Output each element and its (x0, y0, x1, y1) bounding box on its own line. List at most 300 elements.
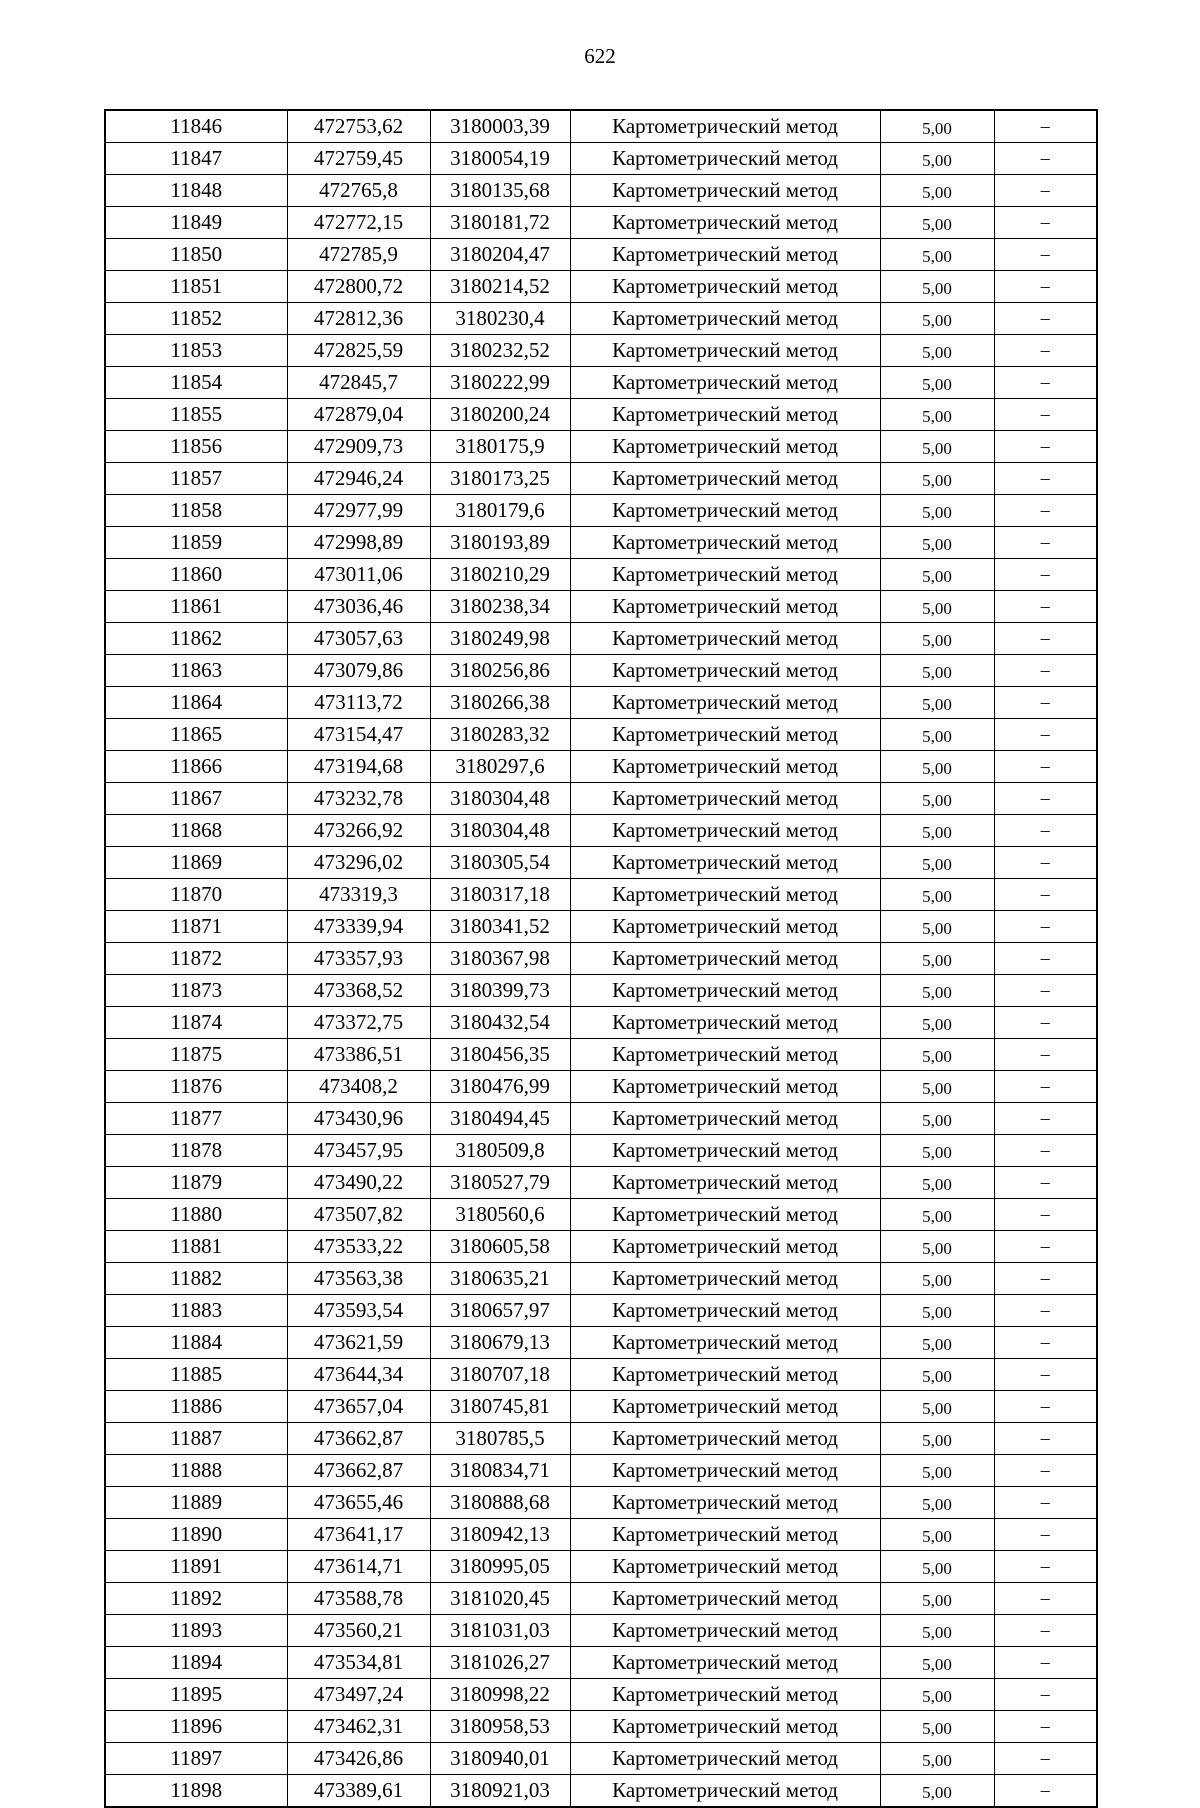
point-number-cell: 11873 (105, 975, 287, 1007)
point-number-cell: 11862 (105, 623, 287, 655)
note-cell: – (994, 1135, 1097, 1167)
note-cell: – (994, 847, 1097, 879)
point-number-cell: 11855 (105, 399, 287, 431)
point-number-cell: 11865 (105, 719, 287, 751)
y-coordinate-cell: 3180173,25 (430, 463, 570, 495)
y-coordinate-cell: 3180222,99 (430, 367, 570, 399)
y-coordinate-cell: 3180305,54 (430, 847, 570, 879)
note-cell: – (994, 751, 1097, 783)
y-coordinate-cell: 3180135,68 (430, 175, 570, 207)
x-coordinate-cell: 472800,72 (287, 271, 430, 303)
method-cell: Картометрический метод (570, 110, 880, 143)
note-cell: – (994, 1423, 1097, 1455)
table-row (105, 1711, 1097, 1743)
y-coordinate-cell: 3181020,45 (430, 1583, 570, 1615)
y-coordinate-cell: 3180317,18 (430, 879, 570, 911)
y-coordinate-cell: 3180707,18 (430, 1359, 570, 1391)
note-cell: – (994, 399, 1097, 431)
method-cell: Картометрический метод (570, 655, 880, 687)
accuracy-cell: 5,00 (880, 1327, 994, 1359)
point-number-cell: 11884 (105, 1327, 287, 1359)
point-number-cell: 11878 (105, 1135, 287, 1167)
x-coordinate-cell: 472977,99 (287, 495, 430, 527)
point-number-cell: 11868 (105, 815, 287, 847)
y-coordinate-cell: 3180304,48 (430, 783, 570, 815)
point-number-cell: 11891 (105, 1551, 287, 1583)
note-cell: – (994, 527, 1097, 559)
x-coordinate-cell: 473457,95 (287, 1135, 430, 1167)
y-coordinate-cell: 3180921,03 (430, 1775, 570, 1808)
accuracy-cell: 5,00 (880, 1615, 994, 1647)
note-cell: – (994, 1007, 1097, 1039)
coordinates-table (104, 109, 1098, 1808)
method-cell: Картометрический метод (570, 943, 880, 975)
note-cell: – (994, 655, 1097, 687)
method-cell: Картометрический метод (570, 175, 880, 207)
accuracy-cell: 5,00 (880, 655, 994, 687)
table-row (105, 911, 1097, 943)
note-cell: – (994, 1071, 1097, 1103)
note-cell: – (994, 1199, 1097, 1231)
method-cell: Картометрический метод (570, 495, 880, 527)
table-row (105, 1583, 1097, 1615)
table-row (105, 239, 1097, 271)
x-coordinate-cell: 473296,02 (287, 847, 430, 879)
x-coordinate-cell: 473430,96 (287, 1103, 430, 1135)
accuracy-cell: 5,00 (880, 719, 994, 751)
x-coordinate-cell: 473113,72 (287, 687, 430, 719)
table-row (105, 335, 1097, 367)
table-row (105, 1551, 1097, 1583)
method-cell: Картометрический метод (570, 559, 880, 591)
method-cell: Картометрический метод (570, 143, 880, 175)
method-cell: Картометрический метод (570, 1519, 880, 1551)
table-row (105, 1647, 1097, 1679)
accuracy-cell: 5,00 (880, 1743, 994, 1775)
method-cell: Картометрический метод (570, 1327, 880, 1359)
x-coordinate-cell: 472998,89 (287, 527, 430, 559)
table-row (105, 751, 1097, 783)
method-cell: Картометрический метод (570, 399, 880, 431)
method-cell: Картометрический метод (570, 1391, 880, 1423)
point-number-cell: 11874 (105, 1007, 287, 1039)
y-coordinate-cell: 3180494,45 (430, 1103, 570, 1135)
accuracy-cell: 5,00 (880, 1199, 994, 1231)
y-coordinate-cell: 3180304,48 (430, 815, 570, 847)
note-cell: – (994, 783, 1097, 815)
point-number-cell: 11847 (105, 143, 287, 175)
method-cell: Картометрический метод (570, 1199, 880, 1231)
table-row (105, 943, 1097, 975)
method-cell: Картометрический метод (570, 1263, 880, 1295)
note-cell: – (994, 1167, 1097, 1199)
y-coordinate-cell: 3180679,13 (430, 1327, 570, 1359)
point-number-cell: 11848 (105, 175, 287, 207)
y-coordinate-cell: 3180230,4 (430, 303, 570, 335)
point-number-cell: 11875 (105, 1039, 287, 1071)
note-cell: – (994, 623, 1097, 655)
method-cell: Картометрический метод (570, 719, 880, 751)
accuracy-cell: 5,00 (880, 431, 994, 463)
method-cell: Картометрический метод (570, 1743, 880, 1775)
accuracy-cell: 5,00 (880, 847, 994, 879)
note-cell: – (994, 591, 1097, 623)
x-coordinate-cell: 472845,7 (287, 367, 430, 399)
y-coordinate-cell: 3180785,5 (430, 1423, 570, 1455)
note-cell: – (994, 943, 1097, 975)
point-number-cell: 11897 (105, 1743, 287, 1775)
accuracy-cell: 5,00 (880, 1231, 994, 1263)
table-row (105, 1455, 1097, 1487)
y-coordinate-cell: 3180232,52 (430, 335, 570, 367)
note-cell: – (994, 175, 1097, 207)
note-cell: – (994, 1455, 1097, 1487)
accuracy-cell: 5,00 (880, 367, 994, 399)
note-cell: – (994, 1487, 1097, 1519)
point-number-cell: 11853 (105, 335, 287, 367)
accuracy-cell: 5,00 (880, 175, 994, 207)
x-coordinate-cell: 473194,68 (287, 751, 430, 783)
x-coordinate-cell: 472765,8 (287, 175, 430, 207)
method-cell: Картометрический метод (570, 1647, 880, 1679)
method-cell: Картометрический метод (570, 1359, 880, 1391)
note-cell: – (994, 1711, 1097, 1743)
note-cell: – (994, 911, 1097, 943)
method-cell: Картометрический метод (570, 1103, 880, 1135)
method-cell: Картометрический метод (570, 1231, 880, 1263)
table-row (105, 399, 1097, 431)
table-row (105, 175, 1097, 207)
accuracy-cell: 5,00 (880, 911, 994, 943)
x-coordinate-cell: 473533,22 (287, 1231, 430, 1263)
note-cell: – (994, 1519, 1097, 1551)
point-number-cell: 11849 (105, 207, 287, 239)
x-coordinate-cell: 472825,59 (287, 335, 430, 367)
note-cell: – (994, 1327, 1097, 1359)
y-coordinate-cell: 3180560,6 (430, 1199, 570, 1231)
point-number-cell: 11881 (105, 1231, 287, 1263)
x-coordinate-cell: 473641,17 (287, 1519, 430, 1551)
table-row (105, 495, 1097, 527)
point-number-cell: 11879 (105, 1167, 287, 1199)
x-coordinate-cell: 473593,54 (287, 1295, 430, 1327)
y-coordinate-cell: 3180745,81 (430, 1391, 570, 1423)
x-coordinate-cell: 473614,71 (287, 1551, 430, 1583)
table-row (105, 303, 1097, 335)
x-coordinate-cell: 473408,2 (287, 1071, 430, 1103)
x-coordinate-cell: 473507,82 (287, 1199, 430, 1231)
table-row (105, 207, 1097, 239)
table-row (105, 623, 1097, 655)
x-coordinate-cell: 472753,62 (287, 110, 430, 143)
accuracy-cell: 5,00 (880, 271, 994, 303)
y-coordinate-cell: 3180995,05 (430, 1551, 570, 1583)
y-coordinate-cell: 3180998,22 (430, 1679, 570, 1711)
note-cell: – (994, 1295, 1097, 1327)
table-row (105, 655, 1097, 687)
x-coordinate-cell: 473389,61 (287, 1775, 430, 1808)
accuracy-cell: 5,00 (880, 239, 994, 271)
point-number-cell: 11864 (105, 687, 287, 719)
table-row (105, 1263, 1097, 1295)
accuracy-cell: 5,00 (880, 687, 994, 719)
accuracy-cell: 5,00 (880, 975, 994, 1007)
x-coordinate-cell: 472759,45 (287, 143, 430, 175)
note-cell: – (994, 1039, 1097, 1071)
point-number-cell: 11871 (105, 911, 287, 943)
table-row (105, 815, 1097, 847)
x-coordinate-cell: 473011,06 (287, 559, 430, 591)
note-cell: – (994, 687, 1097, 719)
point-number-cell: 11858 (105, 495, 287, 527)
y-coordinate-cell: 3180266,38 (430, 687, 570, 719)
point-number-cell: 11852 (105, 303, 287, 335)
method-cell: Картометрический метод (570, 1039, 880, 1071)
accuracy-cell: 5,00 (880, 1423, 994, 1455)
method-cell: Картометрический метод (570, 591, 880, 623)
note-cell: – (994, 1551, 1097, 1583)
point-number-cell: 11894 (105, 1647, 287, 1679)
accuracy-cell: 5,00 (880, 1391, 994, 1423)
method-cell: Картометрический метод (570, 303, 880, 335)
point-number-cell: 11846 (105, 110, 287, 143)
y-coordinate-cell: 3180888,68 (430, 1487, 570, 1519)
table-row (105, 463, 1097, 495)
point-number-cell: 11863 (105, 655, 287, 687)
note-cell: – (994, 463, 1097, 495)
y-coordinate-cell: 3180283,32 (430, 719, 570, 751)
point-number-cell: 11882 (105, 1263, 287, 1295)
note-cell: – (994, 559, 1097, 591)
x-coordinate-cell: 473372,75 (287, 1007, 430, 1039)
point-number-cell: 11850 (105, 239, 287, 271)
method-cell: Картометрический метод (570, 1007, 880, 1039)
table-row (105, 1135, 1097, 1167)
method-cell: Картометрический метод (570, 1071, 880, 1103)
note-cell: – (994, 239, 1097, 271)
x-coordinate-cell: 473079,86 (287, 655, 430, 687)
note-cell: – (994, 143, 1097, 175)
x-coordinate-cell: 473497,24 (287, 1679, 430, 1711)
note-cell: – (994, 1679, 1097, 1711)
method-cell: Картометрический метод (570, 239, 880, 271)
note-cell: – (994, 1391, 1097, 1423)
y-coordinate-cell: 3180249,98 (430, 623, 570, 655)
y-coordinate-cell: 3180509,8 (430, 1135, 570, 1167)
note-cell: – (994, 367, 1097, 399)
table-row (105, 527, 1097, 559)
point-number-cell: 11866 (105, 751, 287, 783)
method-cell: Картометрический метод (570, 431, 880, 463)
accuracy-cell: 5,00 (880, 207, 994, 239)
note-cell: – (994, 1231, 1097, 1263)
accuracy-cell: 5,00 (880, 1775, 994, 1808)
point-number-cell: 11888 (105, 1455, 287, 1487)
table-row (105, 1071, 1097, 1103)
y-coordinate-cell: 3180399,73 (430, 975, 570, 1007)
table-row (105, 879, 1097, 911)
table-row (105, 1039, 1097, 1071)
accuracy-cell: 5,00 (880, 110, 994, 143)
x-coordinate-cell: 472946,24 (287, 463, 430, 495)
note-cell: – (994, 495, 1097, 527)
accuracy-cell: 5,00 (880, 1263, 994, 1295)
accuracy-cell: 5,00 (880, 1295, 994, 1327)
accuracy-cell: 5,00 (880, 1711, 994, 1743)
y-coordinate-cell: 3180942,13 (430, 1519, 570, 1551)
y-coordinate-cell: 3180210,29 (430, 559, 570, 591)
point-number-cell: 11886 (105, 1391, 287, 1423)
accuracy-cell: 5,00 (880, 303, 994, 335)
accuracy-cell: 5,00 (880, 943, 994, 975)
y-coordinate-cell: 3180367,98 (430, 943, 570, 975)
y-coordinate-cell: 3180256,86 (430, 655, 570, 687)
x-coordinate-cell: 473357,93 (287, 943, 430, 975)
point-number-cell: 11861 (105, 591, 287, 623)
table-row (105, 719, 1097, 751)
y-coordinate-cell: 3180214,52 (430, 271, 570, 303)
x-coordinate-cell: 473266,92 (287, 815, 430, 847)
accuracy-cell: 5,00 (880, 1519, 994, 1551)
note-cell: – (994, 1263, 1097, 1295)
y-coordinate-cell: 3180181,72 (430, 207, 570, 239)
x-coordinate-cell: 473588,78 (287, 1583, 430, 1615)
accuracy-cell: 5,00 (880, 559, 994, 591)
table-row (105, 1167, 1097, 1199)
method-cell: Картометрический метод (570, 879, 880, 911)
accuracy-cell: 5,00 (880, 1679, 994, 1711)
method-cell: Картометрический метод (570, 1679, 880, 1711)
point-number-cell: 11896 (105, 1711, 287, 1743)
x-coordinate-cell: 472812,36 (287, 303, 430, 335)
y-coordinate-cell: 3180204,47 (430, 239, 570, 271)
x-coordinate-cell: 473036,46 (287, 591, 430, 623)
y-coordinate-cell: 3180238,34 (430, 591, 570, 623)
y-coordinate-cell: 3181026,27 (430, 1647, 570, 1679)
method-cell: Картометрический метод (570, 1583, 880, 1615)
method-cell: Картометрический метод (570, 911, 880, 943)
method-cell: Картометрический метод (570, 1711, 880, 1743)
table-row (105, 1359, 1097, 1391)
accuracy-cell: 5,00 (880, 1359, 994, 1391)
point-number-cell: 11885 (105, 1359, 287, 1391)
x-coordinate-cell: 473534,81 (287, 1647, 430, 1679)
accuracy-cell: 5,00 (880, 1551, 994, 1583)
accuracy-cell: 5,00 (880, 1103, 994, 1135)
y-coordinate-cell: 3180054,19 (430, 143, 570, 175)
table-row (105, 367, 1097, 399)
table-row (105, 559, 1097, 591)
y-coordinate-cell: 3180527,79 (430, 1167, 570, 1199)
y-coordinate-cell: 3180635,21 (430, 1263, 570, 1295)
accuracy-cell: 5,00 (880, 527, 994, 559)
accuracy-cell: 5,00 (880, 1167, 994, 1199)
coordinates-table-body (105, 110, 1097, 1807)
accuracy-cell: 5,00 (880, 1487, 994, 1519)
method-cell: Картометрический метод (570, 335, 880, 367)
table-row (105, 1679, 1097, 1711)
table-row (105, 1007, 1097, 1039)
point-number-cell: 11854 (105, 367, 287, 399)
y-coordinate-cell: 3180834,71 (430, 1455, 570, 1487)
method-cell: Картометрический метод (570, 687, 880, 719)
note-cell: – (994, 110, 1097, 143)
point-number-cell: 11893 (105, 1615, 287, 1647)
table-row (105, 591, 1097, 623)
accuracy-cell: 5,00 (880, 623, 994, 655)
x-coordinate-cell: 473462,31 (287, 1711, 430, 1743)
x-coordinate-cell: 473657,04 (287, 1391, 430, 1423)
point-number-cell: 11876 (105, 1071, 287, 1103)
point-number-cell: 11883 (105, 1295, 287, 1327)
y-coordinate-cell: 3180940,01 (430, 1743, 570, 1775)
point-number-cell: 11851 (105, 271, 287, 303)
table-row (105, 1775, 1097, 1808)
method-cell: Картометрический метод (570, 463, 880, 495)
table-row (105, 1423, 1097, 1455)
x-coordinate-cell: 473490,22 (287, 1167, 430, 1199)
x-coordinate-cell: 473386,51 (287, 1039, 430, 1071)
note-cell: – (994, 1359, 1097, 1391)
method-cell: Картометрический метод (570, 815, 880, 847)
note-cell: – (994, 1743, 1097, 1775)
accuracy-cell: 5,00 (880, 815, 994, 847)
point-number-cell: 11887 (105, 1423, 287, 1455)
accuracy-cell: 5,00 (880, 1455, 994, 1487)
note-cell: – (994, 1103, 1097, 1135)
y-coordinate-cell: 3180476,99 (430, 1071, 570, 1103)
accuracy-cell: 5,00 (880, 751, 994, 783)
x-coordinate-cell: 473339,94 (287, 911, 430, 943)
y-coordinate-cell: 3180175,9 (430, 431, 570, 463)
table-row (105, 271, 1097, 303)
method-cell: Картометрический метод (570, 1295, 880, 1327)
y-coordinate-cell: 3180200,24 (430, 399, 570, 431)
accuracy-cell: 5,00 (880, 1647, 994, 1679)
table-row (105, 847, 1097, 879)
x-coordinate-cell: 473057,63 (287, 623, 430, 655)
x-coordinate-cell: 473154,47 (287, 719, 430, 751)
point-number-cell: 11898 (105, 1775, 287, 1808)
x-coordinate-cell: 473644,34 (287, 1359, 430, 1391)
table-row (105, 1295, 1097, 1327)
y-coordinate-cell: 3180179,6 (430, 495, 570, 527)
x-coordinate-cell: 473563,38 (287, 1263, 430, 1295)
x-coordinate-cell: 472785,9 (287, 239, 430, 271)
table-row (105, 975, 1097, 1007)
note-cell: – (994, 815, 1097, 847)
point-number-cell: 11869 (105, 847, 287, 879)
x-coordinate-cell: 473319,3 (287, 879, 430, 911)
point-number-cell: 11880 (105, 1199, 287, 1231)
x-coordinate-cell: 473655,46 (287, 1487, 430, 1519)
page-number: 622 (584, 44, 616, 68)
x-coordinate-cell: 472909,73 (287, 431, 430, 463)
method-cell: Картометрический метод (570, 1775, 880, 1808)
y-coordinate-cell: 3181031,03 (430, 1615, 570, 1647)
x-coordinate-cell: 473426,86 (287, 1743, 430, 1775)
note-cell: – (994, 1775, 1097, 1808)
x-coordinate-cell: 473560,21 (287, 1615, 430, 1647)
point-number-cell: 11872 (105, 943, 287, 975)
method-cell: Картометрический метод (570, 1551, 880, 1583)
accuracy-cell: 5,00 (880, 879, 994, 911)
point-number-cell: 11857 (105, 463, 287, 495)
table-row (105, 1487, 1097, 1519)
y-coordinate-cell: 3180958,53 (430, 1711, 570, 1743)
method-cell: Картометрический метод (570, 367, 880, 399)
table-row (105, 1327, 1097, 1359)
